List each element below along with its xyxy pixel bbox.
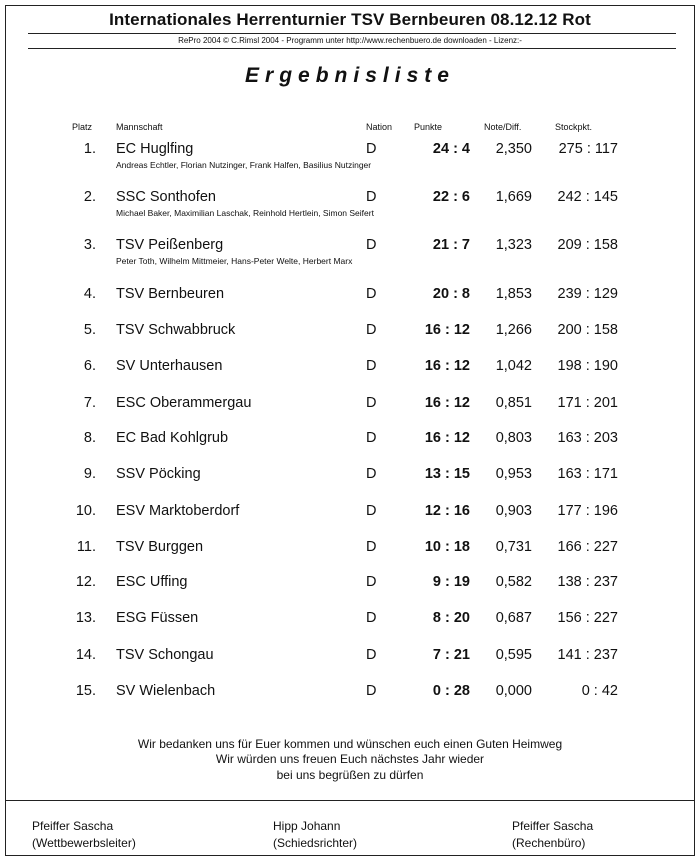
cell-platz: 3. [83, 237, 96, 253]
cell-punkte: 24 : 4 [432, 141, 470, 157]
cell-stockpunkte: 166 : 227 [557, 539, 618, 555]
cell-platz: 5. [83, 322, 96, 338]
cell-stockpunkte: 198 : 190 [557, 358, 618, 374]
cell-punkte: 0 : 28 [432, 683, 470, 699]
signature-calculation-office [512, 818, 593, 852]
table-row [0, 574, 700, 604]
table-row [0, 286, 700, 316]
signature-competition-director [32, 818, 136, 852]
cell-punkte: 9 : 19 [432, 574, 470, 590]
cell-nation: D [366, 322, 377, 338]
cell-platz: 6. [83, 358, 96, 374]
cell-note: 1,323 [495, 237, 532, 253]
results-heading: Ergebnisliste [245, 64, 455, 87]
table-row [0, 610, 700, 640]
cell-stockpunkte: 156 : 227 [557, 610, 618, 626]
cell-nation: D [366, 430, 377, 446]
cell-team: ESC Oberammergau [116, 395, 252, 411]
cell-nation: D [366, 574, 377, 590]
cell-nation: D [366, 395, 377, 411]
column-header-punkte: Punkte [414, 122, 443, 132]
page-title: Internationales Herrenturnier TSV Bernbeuren 08.12.12 Rot [109, 10, 591, 29]
table-row [0, 395, 700, 425]
cell-note: 1,853 [495, 286, 532, 302]
cell-team: ESG Füssen [116, 610, 199, 626]
cell-punkte: 7 : 21 [432, 647, 470, 663]
cell-nation: D [366, 683, 377, 699]
cell-team: SSV Pöcking [116, 466, 201, 482]
cell-nation: D [366, 358, 377, 374]
cell-punkte: 16 : 12 [424, 358, 470, 374]
cell-nation: D [366, 189, 377, 205]
cell-nation: D [366, 647, 377, 663]
cell-note: 0,851 [495, 395, 532, 411]
cell-nation: D [366, 610, 377, 626]
cell-team: EC Bad Kohlgrub [116, 430, 229, 446]
cell-team: EC Huglfing [116, 141, 194, 157]
column-header-stockpunkte: Stockpkt. [555, 122, 593, 132]
cell-stockpunkte: 242 : 145 [557, 189, 618, 205]
cell-note: 1,669 [495, 189, 532, 205]
title-divider [28, 33, 676, 34]
cell-nation: D [366, 539, 377, 555]
table-row [0, 539, 700, 569]
signature-role: (Rechenbüro) [512, 836, 586, 850]
cell-punkte: 21 : 7 [432, 237, 470, 253]
footer-divider [5, 800, 695, 801]
signature-role: (Schiedsrichter) [273, 836, 358, 850]
cell-note: 0,687 [495, 610, 532, 626]
table-row [0, 647, 700, 677]
cell-punkte: 10 : 18 [424, 539, 470, 555]
table-row [0, 189, 700, 219]
cell-punkte: 16 : 12 [424, 430, 470, 446]
cell-platz: 13. [75, 610, 96, 626]
cell-nation: D [366, 286, 377, 302]
cell-note: 0,953 [495, 466, 532, 482]
cell-team: SSC Sonthofen [116, 189, 216, 205]
cell-note: 0,582 [495, 574, 532, 590]
cell-platz: 11. [76, 539, 96, 555]
cell-stockpunkte: 0 : 42 [581, 683, 618, 699]
cell-stockpunkte: 239 : 129 [557, 286, 618, 302]
cell-stockpunkte: 177 : 196 [557, 503, 618, 519]
closing-line-3: bei uns begrüßen zu dürfen [276, 768, 424, 782]
cell-nation: D [366, 503, 377, 519]
signature-name: Hipp Johann [273, 819, 341, 833]
cell-punkte: 16 : 12 [424, 322, 470, 338]
cell-platz: 8. [83, 430, 96, 446]
table-row [0, 141, 700, 171]
cell-platz: 9. [83, 466, 96, 482]
subline-divider [28, 48, 676, 49]
cell-stockpunkte: 138 : 237 [557, 574, 618, 590]
cell-punkte: 8 : 20 [432, 610, 470, 626]
cell-punkte: 12 : 16 [424, 503, 470, 519]
cell-note: 0,595 [495, 647, 532, 663]
column-header-mannschaft: Mannschaft [116, 122, 163, 132]
cell-note: 0,000 [495, 683, 532, 699]
team-players: Peter Toth, Wilhelm Mittmeier, Hans-Peter Welte, Herbert Marx [116, 256, 353, 266]
cell-stockpunkte: 171 : 201 [557, 395, 618, 411]
cell-team: TSV Schwabbruck [116, 322, 236, 338]
cell-team: TSV Burggen [116, 539, 204, 555]
cell-platz: 12. [75, 574, 96, 590]
cell-note: 0,903 [495, 503, 532, 519]
cell-punkte: 22 : 6 [432, 189, 470, 205]
cell-note: 1,042 [495, 358, 532, 374]
table-row [0, 683, 700, 713]
cell-team: SV Wielenbach [116, 683, 216, 699]
cell-team: TSV Bernbeuren [116, 286, 225, 302]
cell-team: SV Unterhausen [116, 358, 223, 374]
cell-nation: D [366, 466, 377, 482]
column-header-note: Note/Diff. [484, 122, 522, 132]
table-row [0, 237, 700, 267]
table-row [0, 430, 700, 460]
cell-note: 0,731 [495, 539, 532, 555]
signature-name: Pfeiffer Sascha [32, 819, 114, 833]
cell-team: ESV Marktoberdorf [116, 503, 240, 519]
cell-platz: 4. [83, 286, 96, 302]
table-row [0, 466, 700, 496]
column-header-nation: Nation [366, 122, 393, 132]
cell-platz: 14. [75, 647, 96, 663]
signature-name: Pfeiffer Sascha [512, 819, 594, 833]
closing-line-2: Wir würden uns freuen Euch nächstes Jahr wieder [215, 752, 485, 766]
column-header-platz: Platz [72, 122, 93, 132]
cell-note: 2,350 [495, 141, 532, 157]
cell-punkte: 13 : 15 [424, 466, 470, 482]
cell-platz: 15. [75, 683, 96, 699]
cell-stockpunkte: 200 : 158 [557, 322, 618, 338]
cell-platz: 7. [83, 395, 96, 411]
cell-platz: 2. [83, 189, 96, 205]
cell-platz: 10. [75, 503, 96, 519]
cell-team: ESC Uffing [116, 574, 188, 590]
team-players: Michael Baker, Maximilian Laschak, Reinhold Hertlein, Simon Seifert [116, 208, 374, 218]
signature-role: (Wettbewerbsleiter) [32, 836, 136, 850]
cell-punkte: 16 : 12 [424, 395, 470, 411]
table-row [0, 322, 700, 352]
cell-platz: 1. [83, 141, 96, 157]
cell-note: 0,803 [495, 430, 532, 446]
team-players: Andreas Echtler, Florian Nutzinger, Frank Halfen, Basilius Nutzinger [116, 160, 372, 170]
program-credit-line: RePro 2004 © C.Rimsl 2004 - Programm unter http://www.rechenbuero.de downloaden - Lizenz:- [178, 36, 522, 45]
cell-nation: D [366, 141, 377, 157]
cell-stockpunkte: 163 : 171 [557, 466, 618, 482]
cell-team: TSV Schongau [116, 647, 214, 663]
cell-stockpunkte: 275 : 117 [558, 141, 618, 157]
closing-line-1: Wir bedanken uns für Euer kommen und wünschen euch einen Guten Heimweg [137, 737, 563, 751]
cell-team: TSV Peißenberg [116, 237, 224, 253]
table-row [0, 503, 700, 533]
cell-punkte: 20 : 8 [432, 286, 470, 302]
cell-stockpunkte: 163 : 203 [557, 430, 618, 446]
cell-stockpunkte: 141 : 237 [557, 647, 618, 663]
signature-referee [273, 818, 357, 852]
cell-stockpunkte: 209 : 158 [557, 237, 618, 253]
cell-nation: D [366, 237, 377, 253]
table-row [0, 358, 700, 388]
cell-note: 1,266 [495, 322, 532, 338]
